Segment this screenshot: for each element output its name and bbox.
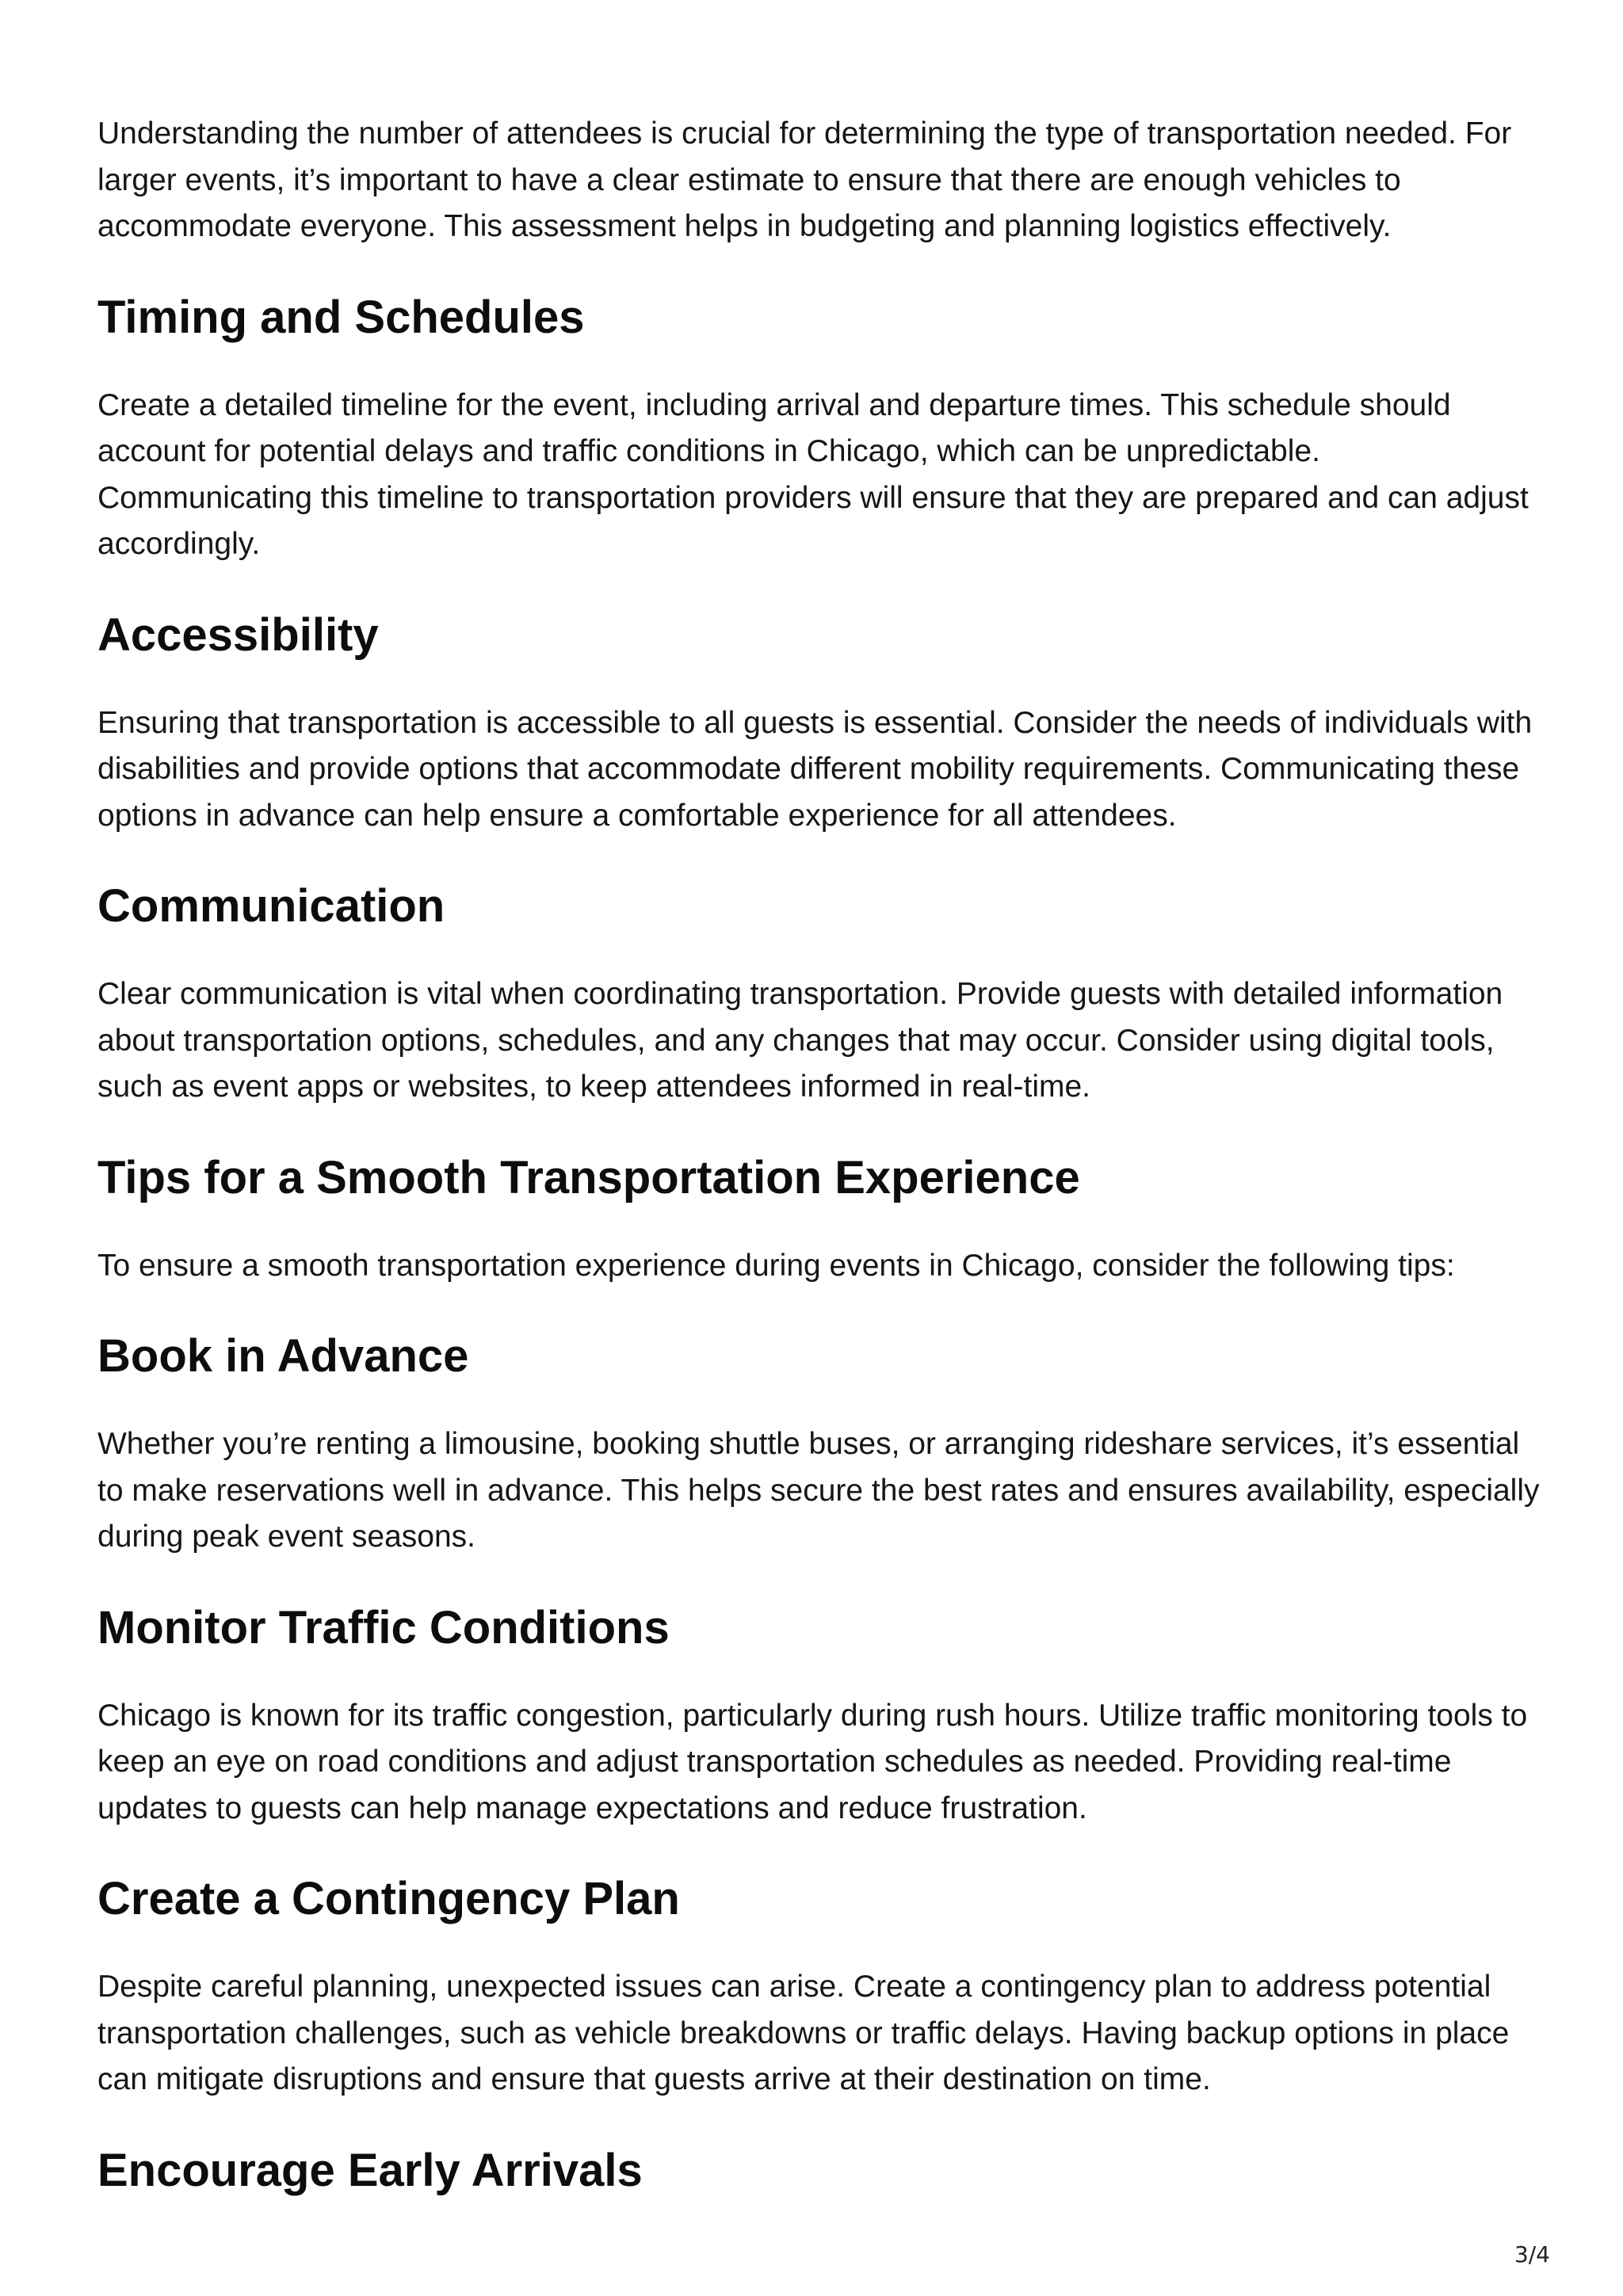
heading-contingency-plan: Create a Contingency Plan [97, 1873, 680, 1924]
paragraph-monitor-traffic: Chicago is known for its traffic congestion, particularly during rush hours. Utilize traffic monitoring tools to keep an eye on road conditions and adjust transportation schedules as needed. Providing real-time updates to guests can help manage expectations and reduce frustration. [97, 1698, 1528, 1825]
paragraph-book-in-advance: Whether you’re renting a limousine, booking shuttle buses, or arranging rideshare services, it’s essential to make reservations well in advance. This helps secure the best rates and ensures availability, especially during peak event seasons. [97, 1427, 1540, 1554]
heading-book-in-advance: Book in Advance [97, 1330, 469, 1382]
heading-communication: Communication [97, 880, 445, 932]
heading-monitor-traffic: Monitor Traffic Conditions [97, 1601, 670, 1653]
document-page [97, 111, 1540, 2236]
intro-paragraph: Understanding the number of attendees is crucial for determining the type of transportation needed. For larger events, it’s important to have a clear estimate to ensure that there are enough vehicles to accommodate everyone. This assessment helps in budgeting and planning logistics effectively. [97, 116, 1512, 243]
heading-early-arrivals: Encourage Early Arrivals [97, 2144, 643, 2196]
heading-tips: Tips for a Smooth Transportation Experience [97, 1151, 1080, 1203]
heading-accessibility: Accessibility [97, 608, 379, 661]
paragraph-tips: To ensure a smooth transportation experience during events in Chicago, consider the following tips: [97, 1248, 1455, 1283]
paragraph-communication: Clear communication is vital when coordinating transportation. Provide guests with detailed information about transportation options, schedules, and any changes that may occur. Consider using digital tools, such as event apps or websites, to keep attendees informed in real-time. [97, 977, 1503, 1104]
paragraph-contingency-plan: Despite careful planning, unexpected issues can arise. Create a contingency plan to address potential transportation challenges, such as vehicle breakdowns or traffic delays. Having backup options in place can mitigate disruptions and ensure that guests arrive at their destination on time. [97, 1970, 1510, 2096]
page-number: 3/4 [1514, 2241, 1550, 2267]
paragraph-accessibility: Ensuring that transportation is accessible to all guests is essential. Consider the needs of individuals with disabilities and provide options that accommodate different mobility requirements. Communicating these options in advance can help ensure a comfortable experience for all attendees. [97, 705, 1533, 833]
paragraph-timing-and-schedules: Create a detailed timeline for the event, including arrival and departure times. This schedule should account for potential delays and traffic conditions in Chicago, which can be unpredictable. Communicating this timeline to transportation providers will ensure that they are prepared and can adjust accordingly. [97, 387, 1529, 561]
heading-timing-and-schedules: Timing and Schedules [97, 291, 585, 343]
